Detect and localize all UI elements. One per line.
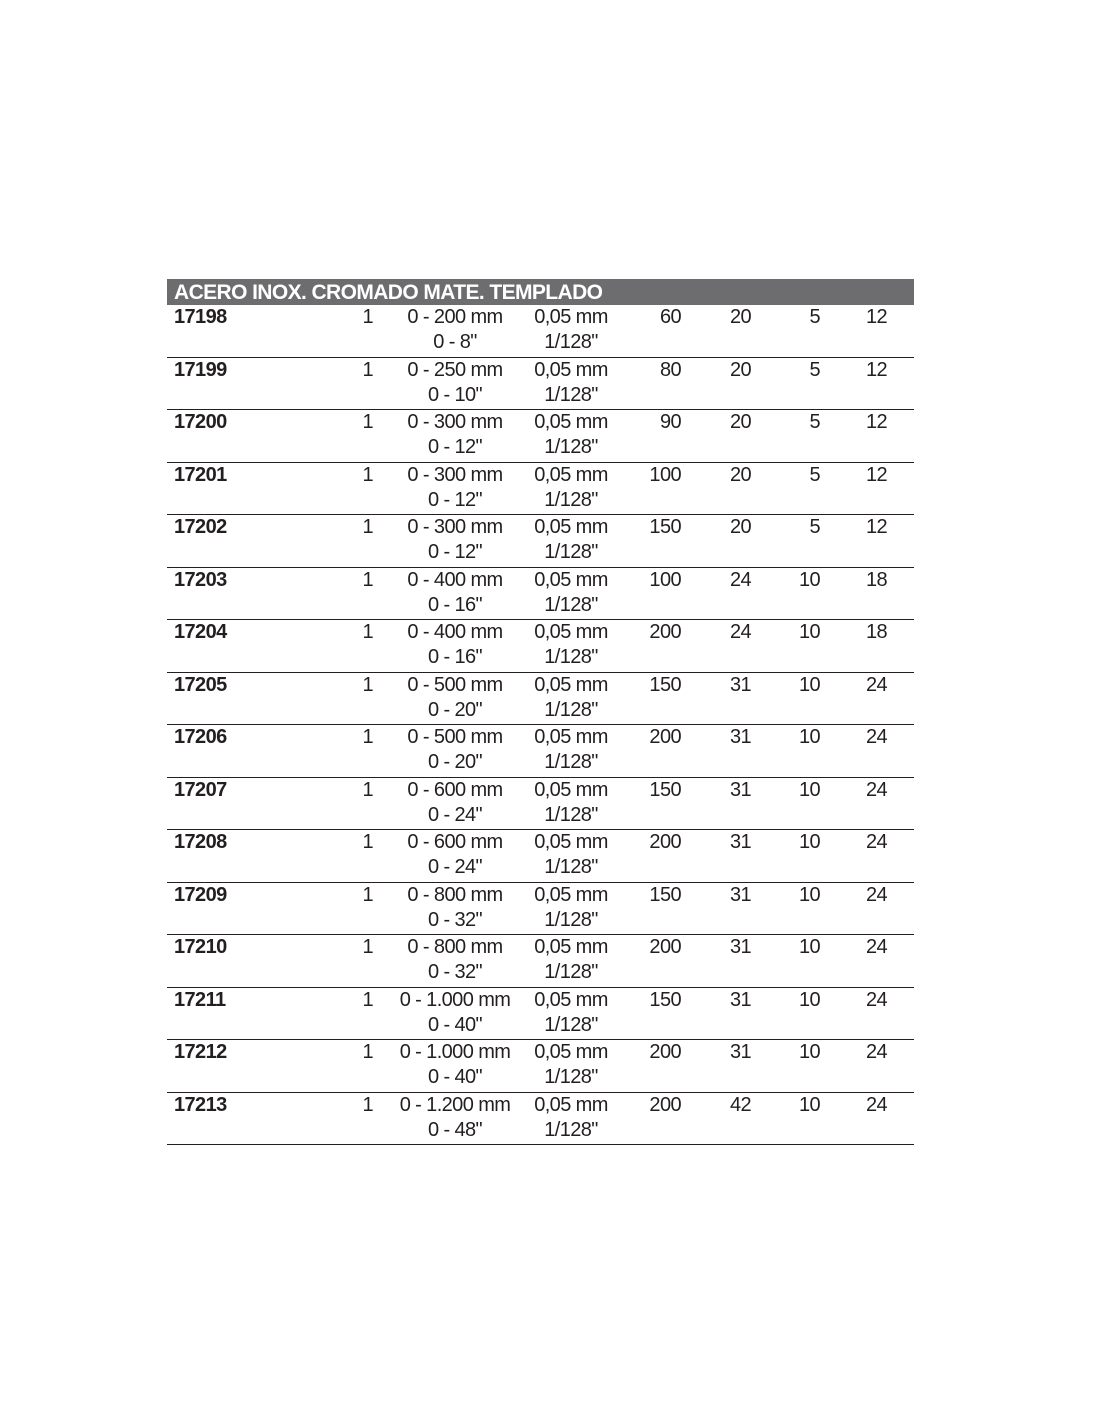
precision-inch: 1/128" bbox=[544, 646, 598, 668]
precision-inch: 1/128" bbox=[544, 541, 598, 563]
value-col5: 200 bbox=[649, 831, 681, 853]
quantity: 1 bbox=[362, 463, 373, 486]
value-col8: 12 bbox=[865, 306, 887, 328]
quantity: 1 bbox=[362, 831, 373, 853]
range-mm: 0 - 300 mm bbox=[407, 411, 503, 433]
product-code: 17208 bbox=[174, 831, 227, 853]
value-col6: 31 bbox=[729, 936, 751, 958]
value-col8: 12 bbox=[865, 516, 887, 538]
value-col6: 31 bbox=[729, 988, 751, 1011]
value-col8: 24 bbox=[865, 778, 887, 801]
quantity: 1 bbox=[362, 883, 373, 906]
precision-inch: 1/128" bbox=[544, 593, 598, 616]
value-col6: 24 bbox=[729, 621, 751, 643]
value-col5: 200 bbox=[649, 1093, 681, 1116]
value-col8: 24 bbox=[865, 1041, 887, 1063]
range-mm: 0 - 800 mm bbox=[407, 883, 503, 906]
value-col6: 31 bbox=[729, 673, 751, 696]
table-row bbox=[167, 568, 914, 621]
range-inch: 0 - 40" bbox=[427, 1013, 483, 1036]
value-col5: 200 bbox=[649, 621, 681, 643]
value-col6: 31 bbox=[729, 883, 751, 906]
quantity: 1 bbox=[362, 726, 373, 748]
product-code: 17207 bbox=[174, 778, 227, 801]
range-mm: 0 - 600 mm bbox=[407, 831, 503, 853]
value-col7: 5 bbox=[809, 306, 820, 328]
quantity: 1 bbox=[362, 936, 373, 958]
range-inch: 0 - 16" bbox=[427, 646, 483, 668]
value-col6: 20 bbox=[729, 411, 751, 433]
precision-mm: 0,05 mm bbox=[534, 831, 608, 853]
product-code: 17211 bbox=[174, 988, 226, 1011]
table-row bbox=[167, 673, 914, 726]
range-inch: 0 - 24" bbox=[427, 856, 483, 878]
quantity: 1 bbox=[362, 988, 373, 1011]
value-col5: 100 bbox=[649, 463, 681, 486]
value-col5: 200 bbox=[649, 1041, 681, 1063]
value-col5: 80 bbox=[659, 358, 681, 381]
value-col5: 150 bbox=[649, 673, 681, 696]
range-mm: 0 - 1.000 mm bbox=[399, 1041, 511, 1063]
table-row bbox=[167, 883, 914, 936]
value-col6: 31 bbox=[729, 778, 751, 801]
range-mm: 0 - 300 mm bbox=[407, 463, 503, 486]
value-col6: 20 bbox=[729, 358, 751, 381]
value-col8: 24 bbox=[865, 673, 887, 696]
value-col7: 10 bbox=[798, 1041, 820, 1063]
value-col8: 12 bbox=[865, 358, 887, 381]
value-col6: 31 bbox=[729, 1041, 751, 1063]
product-code: 17205 bbox=[174, 673, 227, 696]
value-col7: 10 bbox=[798, 673, 820, 696]
value-col7: 10 bbox=[798, 621, 820, 643]
value-col6: 31 bbox=[729, 726, 751, 748]
value-col5: 150 bbox=[649, 516, 681, 538]
precision-mm: 0,05 mm bbox=[534, 306, 608, 328]
value-col6: 20 bbox=[729, 463, 751, 486]
precision-inch: 1/128" bbox=[544, 383, 598, 406]
table-row bbox=[167, 358, 914, 411]
range-inch: 0 - 12" bbox=[427, 541, 483, 563]
value-col5: 60 bbox=[659, 306, 681, 328]
range-mm: 0 - 400 mm bbox=[407, 568, 503, 591]
quantity: 1 bbox=[362, 568, 373, 591]
range-inch: 0 - 10" bbox=[427, 383, 483, 406]
range-inch: 0 - 48" bbox=[427, 1118, 483, 1141]
value-col8: 12 bbox=[865, 411, 887, 433]
precision-mm: 0,05 mm bbox=[534, 1093, 608, 1116]
precision-inch: 1/128" bbox=[544, 908, 598, 931]
precision-mm: 0,05 mm bbox=[534, 1041, 608, 1063]
table-body bbox=[167, 305, 914, 1145]
precision-mm: 0,05 mm bbox=[534, 358, 608, 381]
precision-inch: 1/128" bbox=[544, 488, 598, 511]
precision-mm: 0,05 mm bbox=[534, 778, 608, 801]
table-row bbox=[167, 620, 914, 673]
precision-mm: 0,05 mm bbox=[534, 936, 608, 958]
range-mm: 0 - 800 mm bbox=[407, 936, 503, 958]
quantity: 1 bbox=[362, 1041, 373, 1063]
value-col7: 10 bbox=[798, 883, 820, 906]
range-mm: 0 - 600 mm bbox=[407, 778, 503, 801]
quantity: 1 bbox=[362, 516, 373, 538]
value-col8: 12 bbox=[865, 463, 887, 486]
value-col6: 24 bbox=[729, 568, 751, 591]
range-mm: 0 - 200 mm bbox=[407, 306, 503, 328]
value-col8: 24 bbox=[865, 726, 887, 748]
product-code: 17198 bbox=[174, 306, 227, 328]
product-code: 17206 bbox=[174, 726, 227, 748]
value-col5: 150 bbox=[649, 778, 681, 801]
product-code: 17203 bbox=[174, 568, 227, 591]
product-code: 17199 bbox=[174, 358, 227, 381]
product-code: 17210 bbox=[174, 936, 227, 958]
quantity: 1 bbox=[362, 778, 373, 801]
value-col7: 10 bbox=[798, 831, 820, 853]
range-mm: 0 - 400 mm bbox=[407, 621, 503, 643]
precision-inch: 1/128" bbox=[544, 436, 598, 458]
product-code: 17202 bbox=[174, 516, 227, 538]
precision-mm: 0,05 mm bbox=[534, 988, 608, 1011]
value-col7: 5 bbox=[809, 516, 820, 538]
value-col5: 90 bbox=[659, 411, 681, 433]
precision-inch: 1/128" bbox=[544, 856, 598, 878]
quantity: 1 bbox=[362, 306, 373, 328]
table-row bbox=[167, 1040, 914, 1093]
table-row bbox=[167, 988, 914, 1041]
value-col8: 24 bbox=[865, 1093, 887, 1116]
precision-inch: 1/128" bbox=[544, 751, 598, 773]
value-col8: 18 bbox=[865, 568, 887, 591]
value-col5: 150 bbox=[649, 988, 681, 1011]
table-row bbox=[167, 1093, 914, 1146]
quantity: 1 bbox=[362, 411, 373, 433]
value-col6: 31 bbox=[729, 831, 751, 853]
quantity: 1 bbox=[362, 673, 373, 696]
value-col8: 24 bbox=[865, 831, 887, 853]
value-col8: 18 bbox=[865, 621, 887, 643]
table-row bbox=[167, 778, 914, 831]
precision-inch: 1/128" bbox=[544, 1013, 598, 1036]
value-col7: 10 bbox=[798, 1093, 820, 1116]
precision-inch: 1/128" bbox=[544, 331, 598, 353]
product-table bbox=[167, 279, 914, 1145]
value-col7: 10 bbox=[798, 936, 820, 958]
precision-mm: 0,05 mm bbox=[534, 673, 608, 696]
precision-mm: 0,05 mm bbox=[534, 621, 608, 643]
value-col5: 150 bbox=[649, 883, 681, 906]
value-col7: 5 bbox=[809, 358, 820, 381]
value-col7: 10 bbox=[798, 726, 820, 748]
table-row bbox=[167, 463, 914, 516]
table-row bbox=[167, 305, 914, 358]
precision-mm: 0,05 mm bbox=[534, 516, 608, 538]
value-col5: 100 bbox=[649, 568, 681, 591]
product-code: 17201 bbox=[174, 463, 227, 486]
value-col6: 20 bbox=[729, 306, 751, 328]
table-row bbox=[167, 935, 914, 988]
precision-inch: 1/128" bbox=[544, 1066, 598, 1088]
range-inch: 0 - 8" bbox=[433, 331, 477, 353]
range-inch: 0 - 16" bbox=[427, 593, 483, 616]
range-inch: 0 - 32" bbox=[427, 961, 483, 983]
value-col8: 24 bbox=[865, 883, 887, 906]
value-col8: 24 bbox=[865, 936, 887, 958]
quantity: 1 bbox=[362, 621, 373, 643]
value-col7: 10 bbox=[798, 778, 820, 801]
range-mm: 0 - 500 mm bbox=[407, 726, 503, 748]
precision-mm: 0,05 mm bbox=[534, 568, 608, 591]
value-col7: 5 bbox=[809, 411, 820, 433]
table-row bbox=[167, 410, 914, 463]
range-inch: 0 - 32" bbox=[427, 908, 483, 931]
value-col5: 200 bbox=[649, 936, 681, 958]
range-inch: 0 - 20" bbox=[427, 698, 483, 721]
precision-inch: 1/128" bbox=[544, 1118, 598, 1141]
range-inch: 0 - 40" bbox=[427, 1066, 483, 1088]
range-inch: 0 - 12" bbox=[427, 436, 483, 458]
range-inch: 0 - 12" bbox=[427, 488, 483, 511]
value-col6: 42 bbox=[729, 1093, 751, 1116]
table-row bbox=[167, 515, 914, 568]
range-mm: 0 - 500 mm bbox=[407, 673, 503, 696]
range-mm: 0 - 1.000 mm bbox=[399, 988, 511, 1011]
quantity: 1 bbox=[362, 358, 373, 381]
section-title: ACERO INOX. CROMADO MATE. TEMPLADO bbox=[167, 279, 914, 305]
product-code: 17209 bbox=[174, 883, 227, 906]
value-col5: 200 bbox=[649, 726, 681, 748]
precision-inch: 1/128" bbox=[544, 698, 598, 721]
value-col8: 24 bbox=[865, 988, 887, 1011]
range-mm: 0 - 250 mm bbox=[407, 358, 503, 381]
range-mm: 0 - 300 mm bbox=[407, 516, 503, 538]
product-code: 17204 bbox=[174, 621, 227, 643]
range-mm: 0 - 1.200 mm bbox=[399, 1093, 511, 1116]
value-col7: 10 bbox=[798, 988, 820, 1011]
precision-mm: 0,05 mm bbox=[534, 726, 608, 748]
table-row bbox=[167, 830, 914, 883]
table-row bbox=[167, 725, 914, 778]
product-code: 17213 bbox=[174, 1093, 227, 1116]
quantity: 1 bbox=[362, 1093, 373, 1116]
precision-inch: 1/128" bbox=[544, 961, 598, 983]
range-inch: 0 - 24" bbox=[427, 803, 483, 826]
precision-mm: 0,05 mm bbox=[534, 883, 608, 906]
value-col7: 5 bbox=[809, 463, 820, 486]
value-col6: 20 bbox=[729, 516, 751, 538]
precision-mm: 0,05 mm bbox=[534, 411, 608, 433]
precision-mm: 0,05 mm bbox=[534, 463, 608, 486]
product-code: 17212 bbox=[174, 1041, 227, 1063]
value-col7: 10 bbox=[798, 568, 820, 591]
precision-inch: 1/128" bbox=[544, 803, 598, 826]
product-code: 17200 bbox=[174, 411, 227, 433]
range-inch: 0 - 20" bbox=[427, 751, 483, 773]
